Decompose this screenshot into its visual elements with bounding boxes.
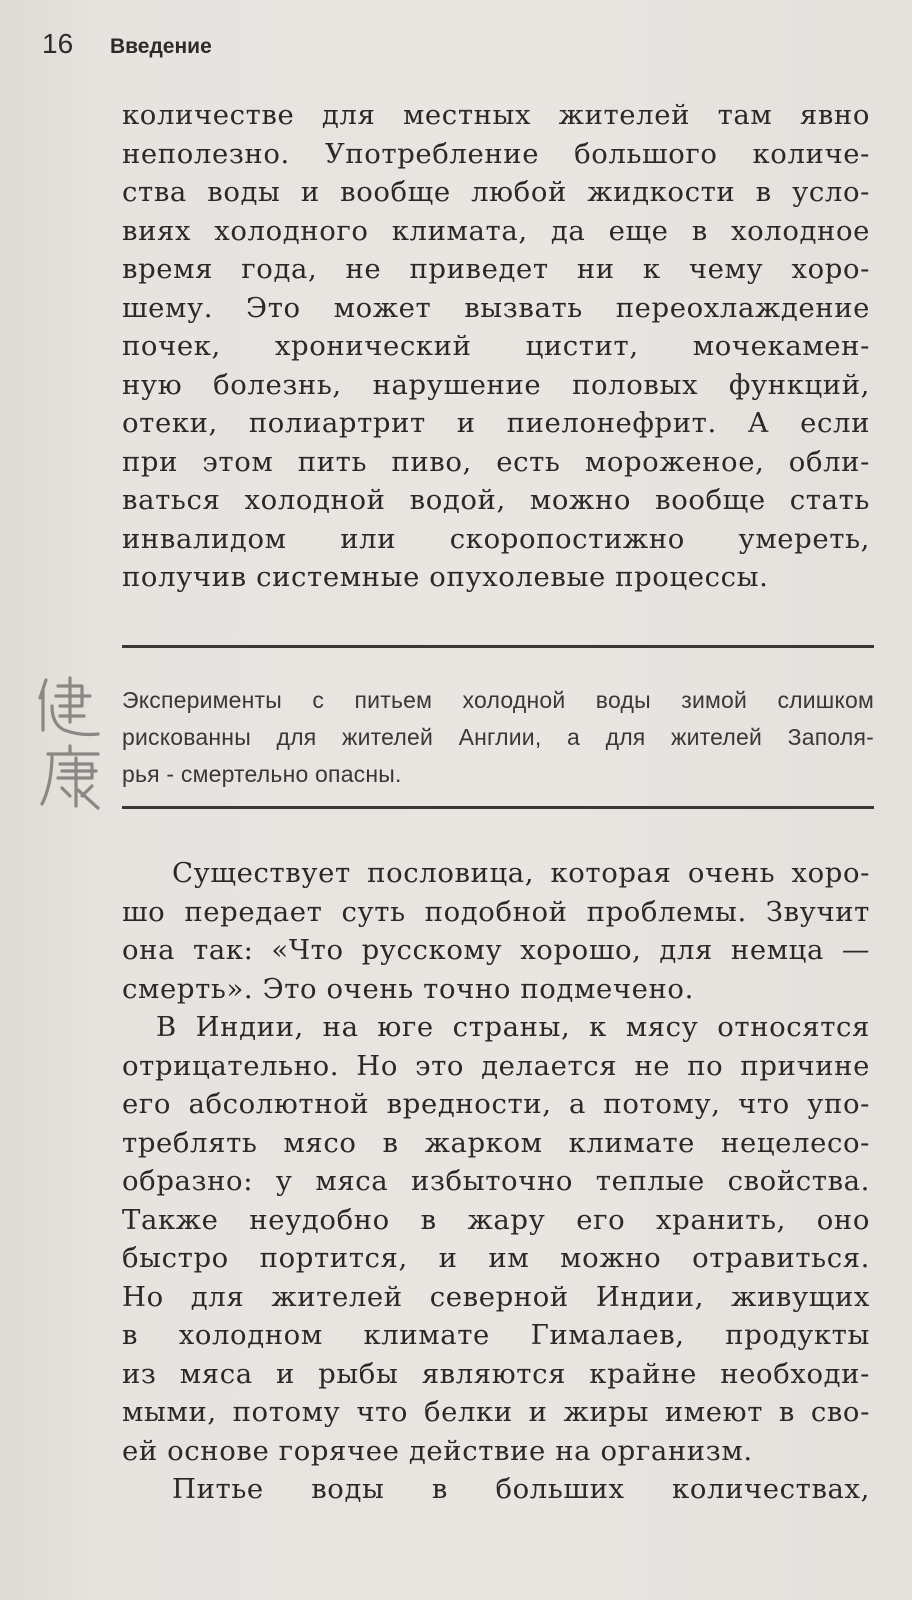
text-line: неполезно. Употребление большого количе- — [122, 137, 870, 170]
section-title: Введение — [110, 35, 212, 58]
chinese-characters-health-icon — [34, 672, 106, 814]
text-line: его абсолютной вредности, а потому, что упо- — [122, 1088, 870, 1120]
paragraph-india — [122, 1008, 870, 1470]
text-line: инвалидом или скоропостижно умереть, — [122, 522, 870, 555]
text-line: из мяса и рыбы являются крайне необходи- — [122, 1357, 870, 1390]
text-line: образно: у мяса избыточно теплые свойства. — [122, 1165, 870, 1197]
text-line: ную болезнь, нарушение половых функций, — [122, 368, 870, 401]
text-line: при этом пить пиво, есть мороженое, обли- — [122, 445, 870, 478]
callout-line: рья - смертельно опасны. — [122, 761, 402, 787]
callout-bottom-rule — [122, 806, 874, 809]
callout-top-rule — [122, 645, 874, 648]
paragraph-proverb — [122, 854, 870, 1008]
page-number: 16 — [42, 28, 74, 59]
text-line: Существует пословица, которая очень хоро- — [172, 857, 870, 889]
text-line: быстро портится, и им можно отравиться. — [122, 1242, 870, 1274]
text-line: Питье воды в больших количествах, — [172, 1473, 870, 1505]
text-line: шо передает суть подобной проблемы. Звучит — [122, 895, 870, 928]
text-line: В Индии, на юге страны, к мясу относятся — [156, 1011, 870, 1043]
callout-line: Эксперименты с питьем холодной воды зимой слишком — [122, 687, 874, 713]
text-line: отрицательно. Но это делается не по причине — [122, 1049, 870, 1082]
text-line: ства воды и вообще любой жидкости в усло- — [122, 176, 870, 208]
text-line: Также неудобно в жару его хранить, оно — [122, 1203, 870, 1236]
text-line: отеки, полиартрит и пиелонефрит. А если — [122, 407, 870, 439]
callout-line: рискованны для жителей Англии, а для жителей Заполя- — [122, 724, 874, 750]
text-line: треблять мясо в жарком климате нецелесо- — [122, 1126, 870, 1159]
text-line: смерть». Это очень точно подмечено. — [122, 972, 694, 1005]
text-line: Но для жителей северной Индии, живущих — [122, 1280, 870, 1313]
text-line: мыми, потому что белки и жиры имеют в сво- — [122, 1396, 870, 1428]
running-head — [42, 28, 212, 68]
text-line: почек, хронический цистит, мочекамен- — [122, 330, 870, 362]
text-line: она так: «Что русскому хорошо, для немца — — [122, 934, 870, 966]
text-line: количестве для местных жителей там явно — [122, 99, 870, 131]
paragraph-continuation — [122, 96, 870, 597]
text-line: ваться холодной водой, можно вообще стать — [122, 484, 870, 516]
callout-text — [122, 682, 874, 793]
text-line: шему. Это может вызвать переохлаждение — [122, 291, 870, 324]
text-line: в холодном климате Гималаев, продукты — [122, 1319, 870, 1351]
paragraph-water — [122, 1470, 870, 1509]
text-line: время года, не приведет ни к чему хоро- — [122, 253, 870, 285]
text-line: получив системные опухолевые процессы. — [122, 561, 769, 593]
text-line: виях холодного климата, да еще в холодное — [122, 214, 870, 247]
text-line: ей основе горячее действие на организм. — [122, 1434, 753, 1467]
